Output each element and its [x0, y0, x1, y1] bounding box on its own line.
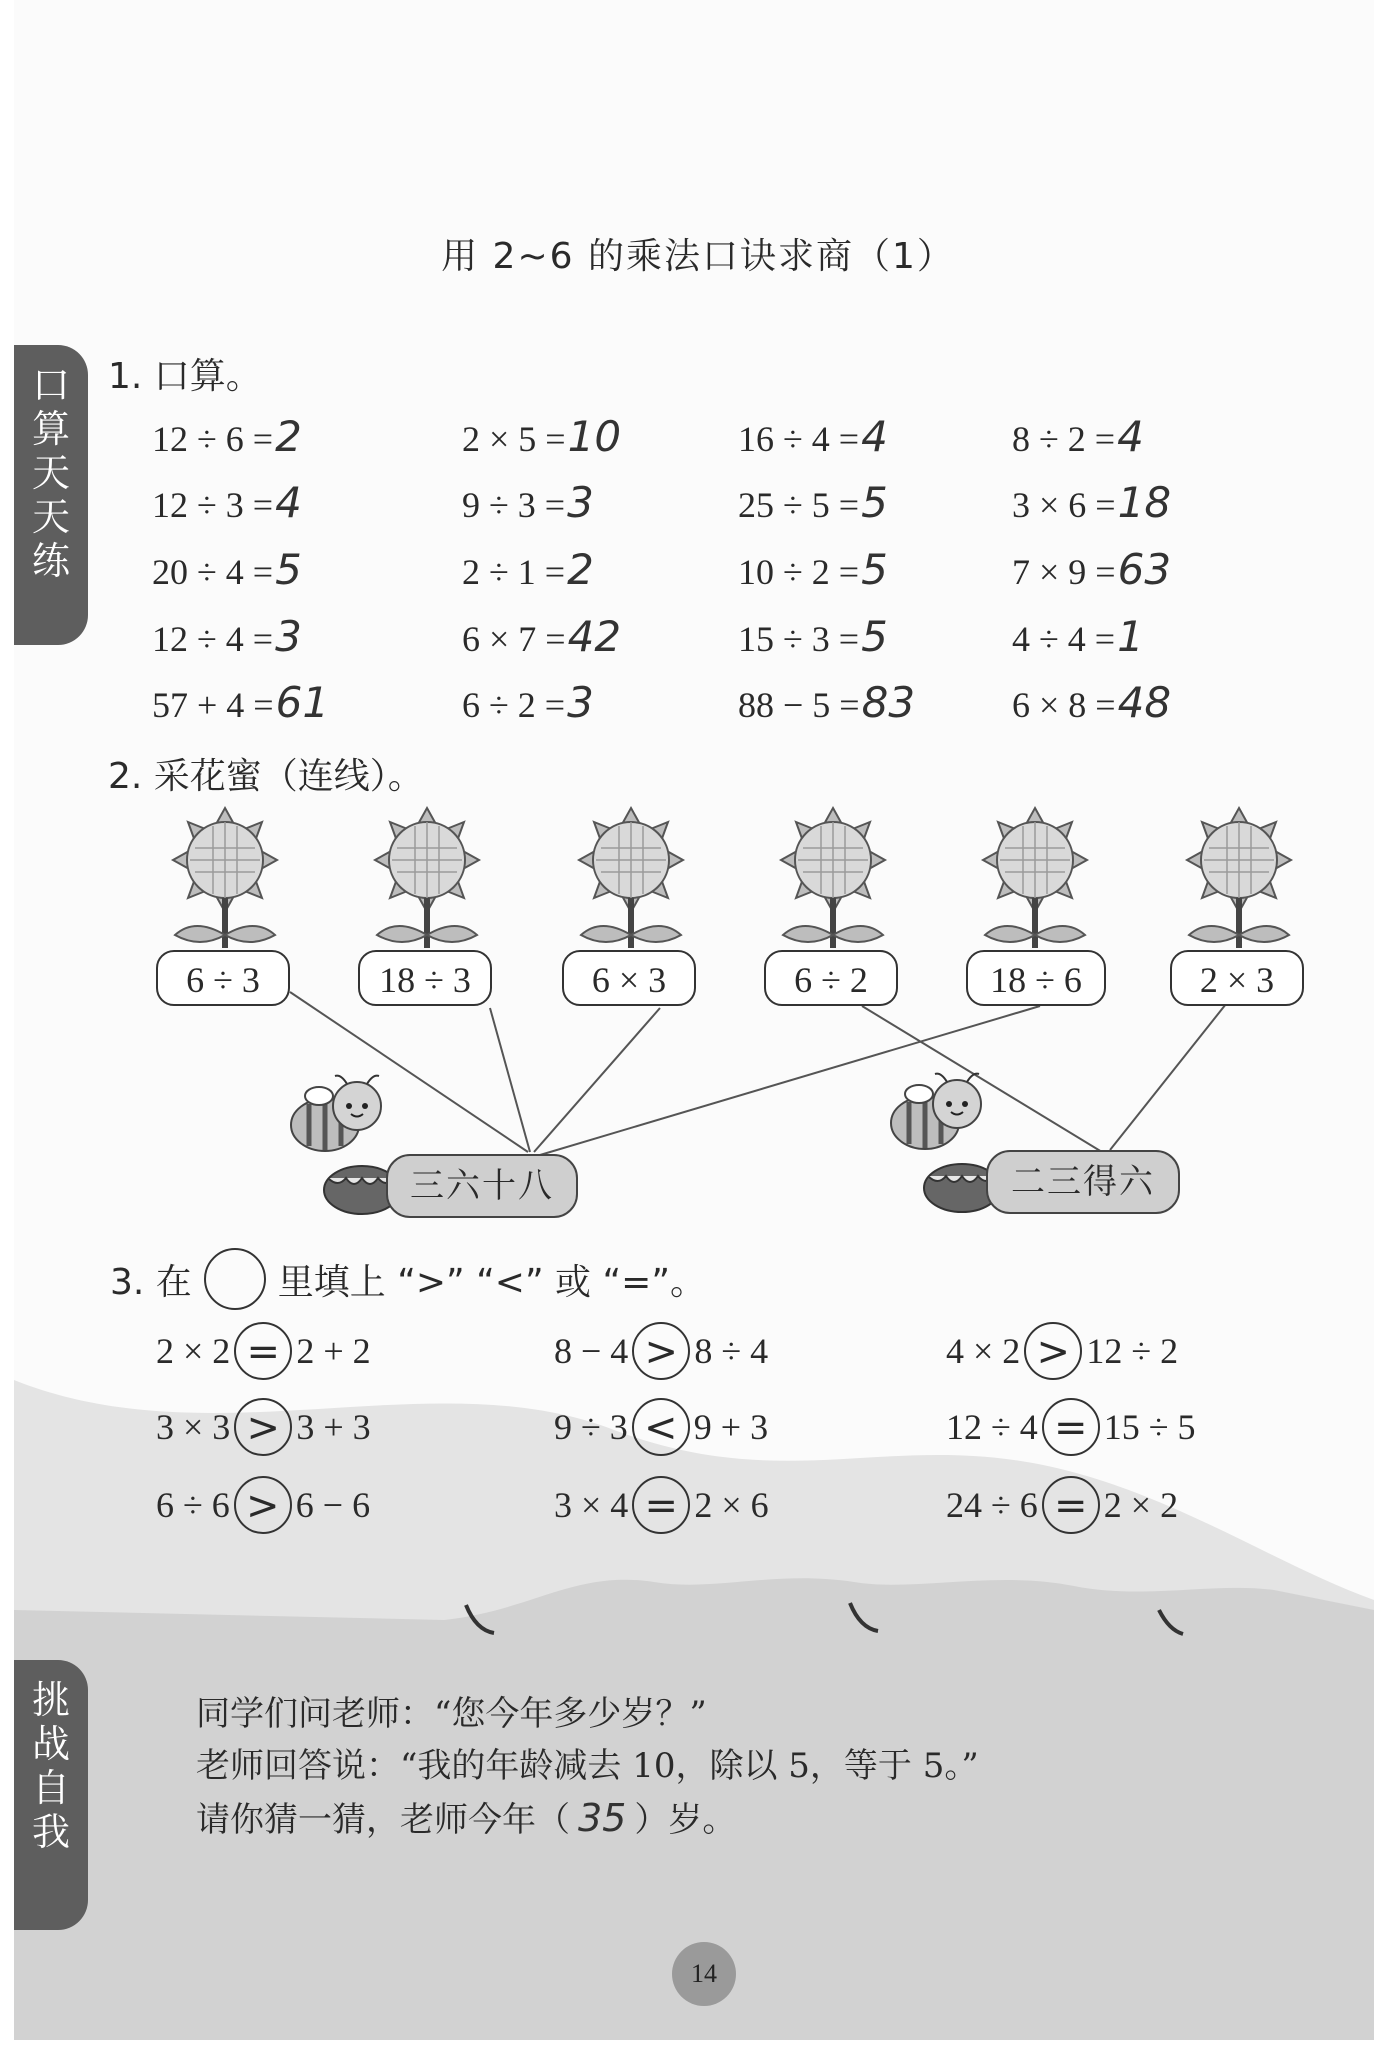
- handwritten-answer: 83: [861, 678, 916, 727]
- oral-problem: 12 ÷ 6 =2: [152, 412, 302, 461]
- challenge-story: [196, 1688, 979, 1846]
- section1-title: 1. 口算。: [108, 356, 262, 397]
- compare-answer-circle[interactable]: >: [234, 1476, 292, 1534]
- handwritten-answer: 63: [1117, 545, 1172, 594]
- side-tab-challenge: [14, 1660, 88, 1930]
- oral-problem: 15 ÷ 3 =5: [738, 612, 888, 661]
- empty-circle-icon: [204, 1248, 266, 1310]
- honey-rhyme-box[interactable]: 三六十八: [386, 1154, 578, 1218]
- compare-answer-circle[interactable]: <: [632, 1398, 690, 1456]
- compare-answer-circle[interactable]: >: [234, 1398, 292, 1456]
- bee-icon: [885, 1068, 995, 1158]
- compare-problem: 4 × 2 > 12 ÷ 2: [946, 1322, 1178, 1380]
- oral-problem: 20 ÷ 4 =5: [152, 545, 302, 594]
- compare-answer-circle[interactable]: >: [632, 1322, 690, 1380]
- flower-expression-box[interactable]: 6 ÷ 3: [156, 950, 290, 1006]
- oral-problem: 2 ÷ 1 =2: [462, 545, 594, 594]
- side-tab-char: 自: [31, 1766, 70, 1810]
- oral-problem: 6 × 8 =48: [1012, 678, 1172, 727]
- story-line: 老师回答说：“我的年龄减去 10，除以 5，等于 5。”: [196, 1746, 979, 1786]
- story-line: 同学们问老师：“您今年多少岁？”: [196, 1694, 707, 1734]
- oral-problem: 88 − 5 =83: [738, 678, 916, 727]
- handwritten-answer: 4: [1117, 412, 1144, 461]
- compare-problem: 3 × 4 = 2 × 6: [554, 1476, 769, 1534]
- compare-answer-circle[interactable]: =: [632, 1476, 690, 1534]
- handwritten-answer: 5: [861, 612, 888, 661]
- oral-problem: 16 ÷ 4 =4: [738, 412, 888, 461]
- handwritten-answer: 48: [1117, 678, 1172, 727]
- oral-problem: 9 ÷ 3 =3: [462, 478, 594, 527]
- page-number: 14: [672, 1942, 736, 2006]
- handwritten-answer: 18: [1117, 478, 1172, 527]
- handwritten-answer: 5: [275, 545, 302, 594]
- oral-problem: 7 × 9 =63: [1012, 545, 1172, 594]
- side-tab-char: 口: [31, 363, 70, 407]
- side-tab-char: 战: [31, 1722, 70, 1766]
- flower-expression-box[interactable]: 6 × 3: [562, 950, 696, 1006]
- handwritten-answer: 1: [1117, 612, 1144, 661]
- page-title: 用 2~6 的乘法口诀求商（1）: [441, 236, 955, 277]
- oral-problem: 25 ÷ 5 =5: [738, 478, 888, 527]
- handwritten-answer: 3: [567, 678, 594, 727]
- side-tab-char: 天: [31, 495, 70, 539]
- compare-problem: 3 × 3 > 3 + 3: [156, 1398, 371, 1456]
- compare-answer-circle[interactable]: >: [1024, 1322, 1082, 1380]
- handwritten-answer: 2: [275, 412, 302, 461]
- compare-problem: 24 ÷ 6 = 2 × 2: [946, 1476, 1178, 1534]
- handwritten-answer: 3: [275, 612, 302, 661]
- oral-problem: 4 ÷ 4 =1: [1012, 612, 1144, 661]
- oral-problem: 6 ÷ 2 =3: [462, 678, 594, 727]
- handwritten-answer: 2: [567, 545, 594, 594]
- side-tab-char: 算: [31, 407, 70, 451]
- oral-problem: 57 + 4 =61: [152, 678, 330, 727]
- section2-title: 2. 采花蜜（连线）。: [108, 756, 424, 797]
- oral-problem: 2 × 5 =10: [462, 412, 622, 461]
- handwritten-answer: 4: [861, 412, 888, 461]
- flower-expression-box[interactable]: 2 × 3: [1170, 950, 1304, 1006]
- compare-problem: 9 ÷ 3 < 9 + 3: [554, 1398, 768, 1456]
- compare-answer-circle[interactable]: =: [234, 1322, 292, 1380]
- compare-problem: 8 − 4 > 8 ÷ 4: [554, 1322, 768, 1380]
- oral-problem: 8 ÷ 2 =4: [1012, 412, 1144, 461]
- section3-title: 3. 在 里填上 “>” “<” 或 “=”。: [110, 1248, 706, 1310]
- compare-answer-circle[interactable]: =: [1042, 1476, 1100, 1534]
- compare-problem: 2 × 2 = 2 + 2: [156, 1322, 371, 1380]
- flower-expression-box[interactable]: 18 ÷ 6: [966, 950, 1106, 1006]
- oral-problem: 10 ÷ 2 =5: [738, 545, 888, 594]
- oral-problem: 3 × 6 =18: [1012, 478, 1172, 527]
- story-line: 请你猜一猜，老师今年（ 35 ）岁。: [196, 1796, 737, 1840]
- oral-problem: 6 × 7 =42: [462, 612, 622, 661]
- handwritten-answer[interactable]: 35: [578, 1796, 627, 1840]
- oral-problem: 12 ÷ 3 =4: [152, 478, 302, 527]
- honey-rhyme-box[interactable]: 二三得六: [986, 1150, 1180, 1214]
- handwritten-answer: 5: [861, 478, 888, 527]
- handwritten-answer: 42: [567, 612, 622, 661]
- handwritten-answer: 10: [567, 412, 622, 461]
- handwritten-answer: 5: [861, 545, 888, 594]
- side-tab-char: 天: [31, 451, 70, 495]
- handwritten-answer: 61: [275, 678, 330, 727]
- compare-problem: 12 ÷ 4 = 15 ÷ 5: [946, 1398, 1196, 1456]
- flower-expression-box[interactable]: 6 ÷ 2: [764, 950, 898, 1006]
- side-tab-char: 我: [31, 1810, 70, 1854]
- oral-problem: 12 ÷ 4 =3: [152, 612, 302, 661]
- flower-expression-box[interactable]: 18 ÷ 3: [358, 950, 492, 1006]
- handwritten-answer: 4: [275, 478, 302, 527]
- side-tab-char: 挑: [31, 1678, 70, 1722]
- compare-answer-circle[interactable]: =: [1042, 1398, 1100, 1456]
- bee-icon: [285, 1070, 395, 1160]
- compare-problem: 6 ÷ 6 > 6 − 6: [156, 1476, 370, 1534]
- side-tab-char: 练: [31, 539, 70, 583]
- handwritten-answer: 3: [567, 478, 594, 527]
